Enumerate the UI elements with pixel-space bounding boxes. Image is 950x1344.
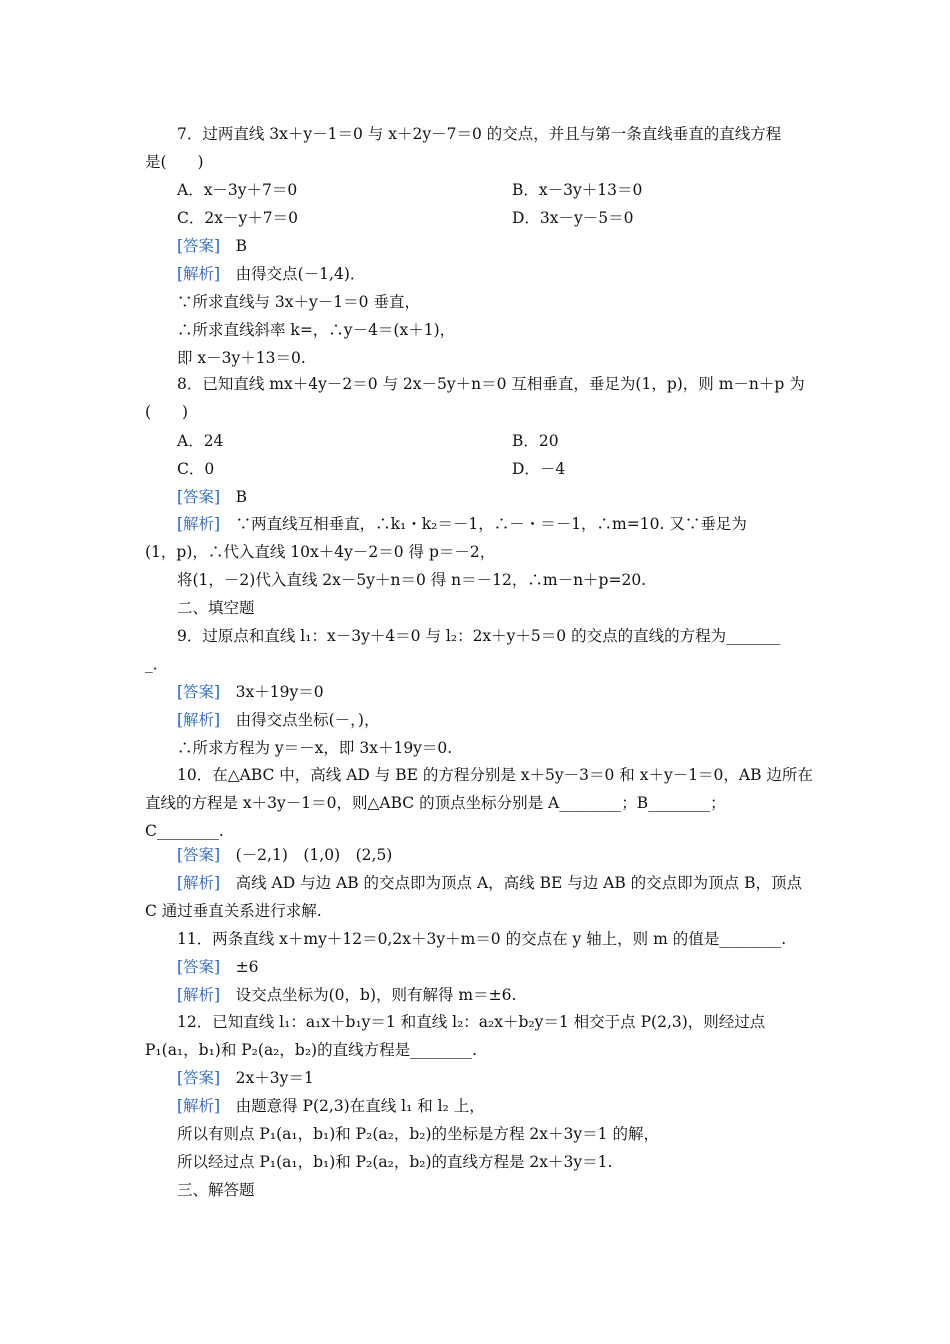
q7-answer-value: B	[235, 237, 248, 255]
q7-options-row2	[177, 208, 839, 228]
q8-option-a: A．24	[177, 432, 224, 450]
q12-analysis-text1: 由题意得 P(2,3)在直线 l₁ 和 l₂ 上，	[235, 1097, 485, 1115]
q11-answer	[177, 957, 839, 977]
answer-tag: [答案]	[177, 1069, 221, 1087]
q7-analysis-text1: 由得交点(－1,4)．	[235, 265, 366, 283]
analysis-tag: [解析]	[177, 874, 221, 892]
section-heading-fill-in: 二、填空题	[177, 599, 255, 617]
q9-stem-line1: 9．过原点和直线 l₁：x－3y＋4＝0 与 l₂：2x＋y＋5＝0 的交点的直线的方程为_______	[177, 627, 781, 645]
q9-analysis-line2: ∴所求方程为 y＝－x，即 3x＋19y＝0.	[177, 739, 453, 757]
q8-option-b: B．20	[512, 432, 559, 450]
q12-analysis-line1	[177, 1096, 839, 1116]
q11-analysis-line1	[177, 985, 839, 1005]
q9-answer	[177, 682, 839, 702]
q7-stem-line1: 7．过两直线 3x＋y－1＝0 与 x＋2y－7＝0 的交点，并且与第一条直线垂直的直线方程	[177, 125, 782, 143]
q7-analysis-line4: 即 x－3y＋13＝0.	[177, 349, 306, 367]
q7-answer	[177, 236, 839, 256]
answer-tag: [答案]	[177, 683, 221, 701]
q9-analysis-text1: 由得交点坐标(－，)，	[235, 711, 380, 729]
q9-answer-value: 3x＋19y＝0	[235, 683, 324, 701]
analysis-tag: [解析]	[177, 515, 221, 533]
q8-analysis-text1: ∵两直线互相垂直，∴k₁・k₂＝－1，∴－・＝－1，∴m=10. 又∵垂足为	[235, 515, 747, 533]
q10-answer	[177, 845, 839, 865]
q12-answer	[177, 1068, 839, 1088]
q8-analysis-line1	[177, 514, 839, 534]
analysis-tag: [解析]	[177, 265, 221, 283]
q11-analysis-text1: 设交点坐标为(0，b)，则有解得 m＝±6.	[235, 986, 517, 1004]
q7-stem-line2: 是( )	[145, 153, 204, 171]
q7-analysis-line2: ∵所求直线与 3x＋y－1＝0 垂直，	[177, 293, 420, 311]
q7-analysis-line1	[177, 264, 839, 284]
q7-option-a: A．x－3y＋7＝0	[177, 181, 298, 199]
q8-answer-value: B	[235, 488, 248, 506]
q7-option-c: C．2x－y＋7＝0	[177, 209, 298, 227]
q7-option-d: D．3x－y－5＝0	[512, 209, 634, 227]
q12-stem-line2: P₁(a₁，b₁)和 P₂(a₂，b₂)的直线方程是________.	[145, 1041, 478, 1059]
q12-analysis-line3: 所以经过点 P₁(a₁，b₁)和 P₂(a₂，b₂)的直线方程是 2x＋3y＝1.	[177, 1153, 613, 1171]
answer-tag: [答案]	[177, 846, 221, 864]
q12-stem-line1: 12．已知直线 l₁：a₁x＋b₁y＝1 和直线 l₂：a₂x＋b₂y＝1 相交于点 P(2,3)，则经过点	[177, 1013, 766, 1031]
q8-stem-line2: ( )	[145, 403, 189, 421]
q8-analysis-line3: 将(1，－2)代入直线 2x－5y＋n＝0 得 n＝－12，∴m－n＋p=20.	[177, 571, 647, 589]
q8-option-c: C．0	[177, 460, 215, 478]
q12-answer-value: 2x＋3y＝1	[235, 1069, 314, 1087]
q8-answer	[177, 487, 839, 507]
q8-options-row2	[177, 459, 839, 479]
q9-stem-line2: _．	[145, 655, 169, 673]
answer-tag: [答案]	[177, 488, 221, 506]
q12-analysis-line2: 所以有则点 P₁(a₁，b₁)和 P₂(a₂，b₂)的坐标是方程 2x＋3y＝1 的解，	[177, 1125, 659, 1143]
q10-analysis-line1	[177, 873, 839, 893]
answer-tag: [答案]	[177, 958, 221, 976]
q7-option-b: B．x－3y＋13＝0	[512, 181, 643, 199]
q9-analysis-line1	[177, 710, 839, 730]
analysis-tag: [解析]	[177, 1097, 221, 1115]
analysis-tag: [解析]	[177, 711, 221, 729]
q8-option-d: D．－4	[512, 460, 566, 478]
q8-options-row1	[177, 431, 839, 451]
q8-stem-line1: 8．已知直线 mx＋4y－2＝0 与 2x－5y＋n＝0 互相垂直，垂足为(1，p)，则 m－n＋p 为	[177, 375, 805, 393]
q10-answer-value: (－2,1) (1,0) (2,5)	[235, 846, 393, 864]
q10-stem-line2: 直线的方程是 x＋3y－1＝0，则△ABC 的顶点坐标分别是 A________；B________；	[145, 794, 726, 812]
q7-options-row1	[177, 180, 839, 200]
q10-analysis-text1: 高线 AD 与边 AB 的交点即为顶点 A，高线 BE 与边 AB 的交点即为顶点 B，顶点	[235, 874, 802, 892]
q11-answer-value: ±6	[235, 958, 259, 976]
q10-analysis-line2: C 通过垂直关系进行求解.	[145, 902, 322, 920]
q8-analysis-line2: (1，p)，∴代入直线 10x＋4y－2＝0 得 p＝－2，	[145, 543, 496, 561]
q10-stem-line3: C________.	[145, 822, 224, 840]
q10-stem-line1: 10．在△ABC 中，高线 AD 与 BE 的方程分别是 x＋5y－3＝0 和 x＋y－1＝0，AB 边所在	[177, 766, 813, 784]
answer-tag: [答案]	[177, 237, 221, 255]
q11-stem-line1: 11．两条直线 x＋my＋12＝0,2x＋3y＋m＝0 的交点在 y 轴上，则 m 的值是________.	[177, 930, 787, 948]
q7-analysis-line3: ∴所求直线斜率 k=，∴y－4＝(x＋1)，	[177, 321, 456, 339]
section-heading-solve: 三、解答题	[177, 1181, 255, 1199]
analysis-tag: [解析]	[177, 986, 221, 1004]
